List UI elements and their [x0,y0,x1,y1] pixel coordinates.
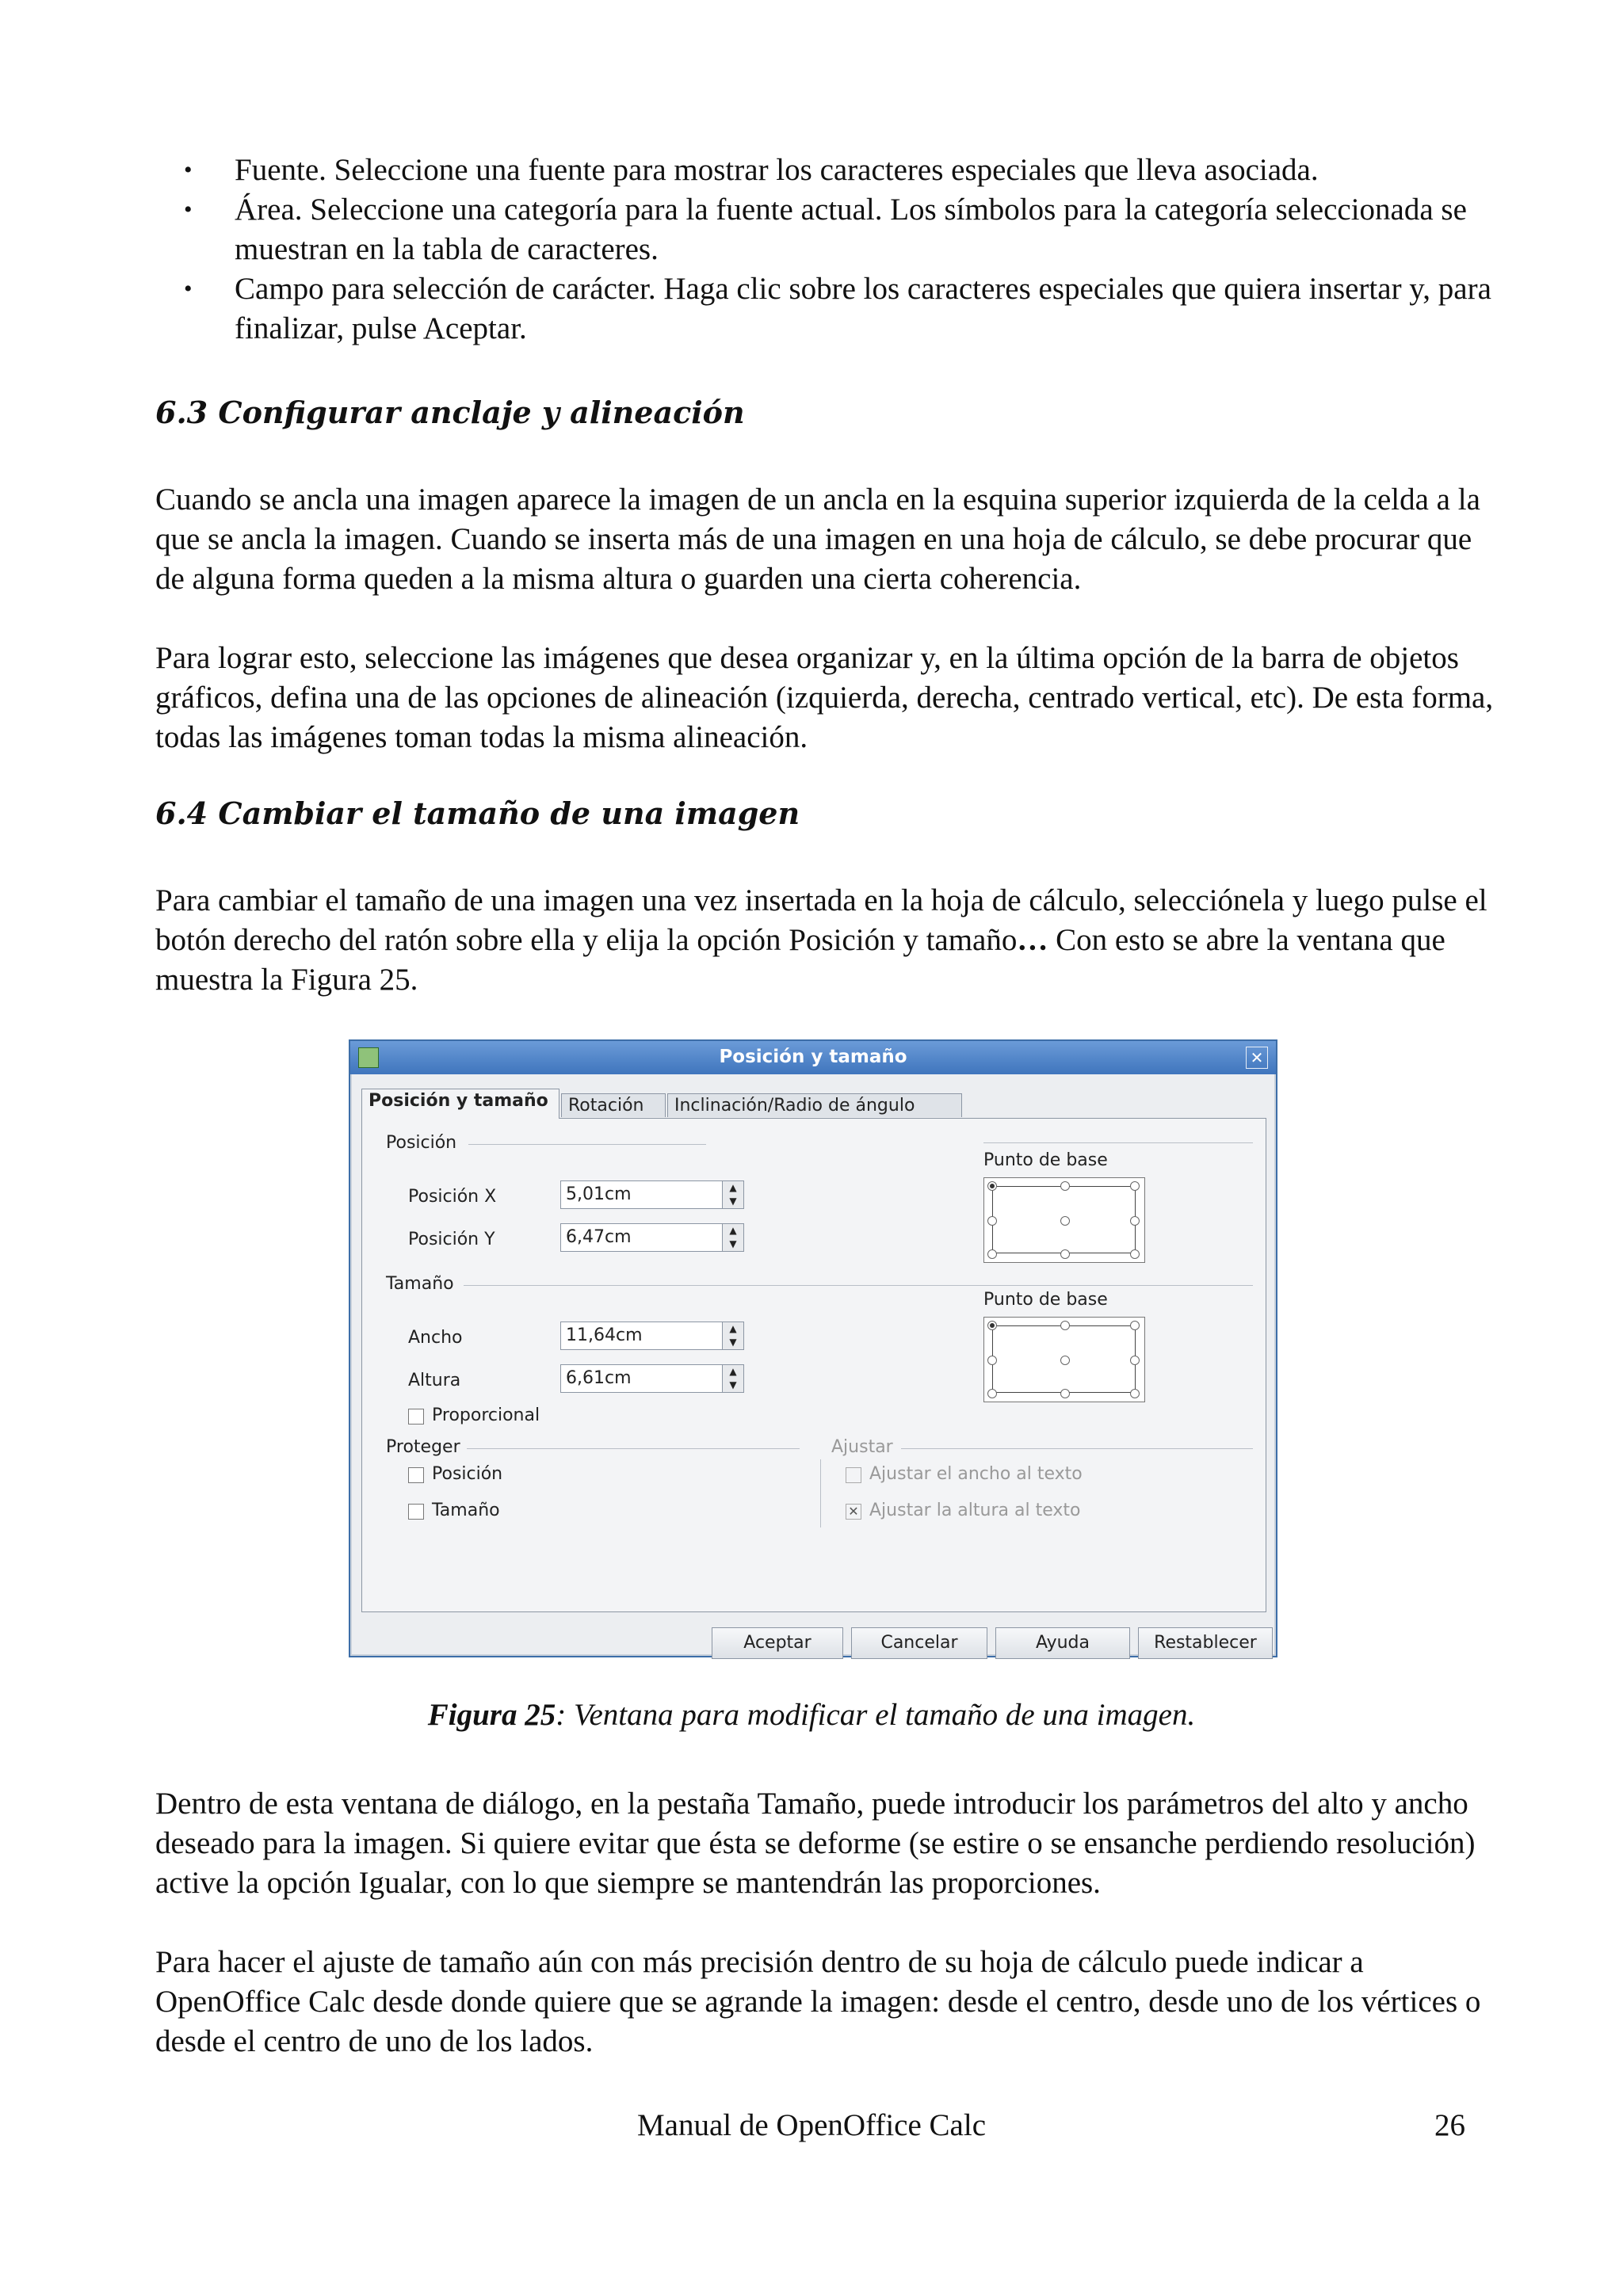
tab-panel [361,1118,1266,1612]
dialog-title: Posición y tamaño [719,1047,907,1067]
base-point-label: Punto de base [983,1290,1108,1310]
ok-button[interactable]: Aceptar [712,1627,843,1659]
bullet-glyph: • [184,276,193,302]
pos-x-label: Posición X [408,1187,497,1207]
bullet-glyph: • [184,157,193,183]
base-point-selector-size[interactable] [983,1317,1145,1402]
dialog-body [352,1074,1274,1654]
divider [901,1448,1253,1449]
dialog-titlebar [350,1041,1276,1074]
width-spinner[interactable]: ▲ ▼ [722,1322,744,1350]
tab-rotation[interactable]: Rotación [561,1093,666,1117]
paragraph: Para hacer el ajuste de tamaño aún con más precisión dentro de su hoja de cálculo puede indicar a OpenOffice Calc desde donde quiere que se agrande la imagen: desde el centro, desde uno de los vértices o desde el centro de uno de los lados. [155,1945,1481,2058]
divider [464,1285,1253,1286]
base-point-label: Punto de base [983,1150,1108,1170]
group-label-protect: Proteger [386,1437,460,1457]
bullet-glyph: • [184,196,193,223]
paragraph: Para cambiar el tamaño de una imagen una vez insertada en la hoja de cálculo, selecciónela y luego pulse el botón derecho del ratón sobre ella y elija la opción Posición y tamaño… Con esto se abre la ventana que muestra la Figura 25. [155,883,1487,997]
height-label: Altura [408,1371,461,1390]
proportional-checkbox[interactable] [408,1409,424,1425]
height-spinner[interactable]: ▲ ▼ [722,1364,744,1393]
protect-position-checkbox[interactable] [408,1467,424,1483]
vertical-separator [820,1459,821,1527]
fit-height-label: Ajustar la altura al texto [869,1501,1081,1520]
list-item: • Área. Seleccione una categoría para la fuente actual. Los símbolos para la categoría seleccionada se muestran en la tabla de caracteres. [155,190,1495,269]
section-heading-6-3: 6.3 Configurar anclaje y alineación [155,395,745,430]
paragraph: Para lograr esto, seleccione las imágenes que desea organizar y, en la última opción de la barra de objetos gráficos, defina una de las opciones de alineación (izquierda, derecha, centrado vertical, etc). De esta forma, todas las imágenes toman todas la misma alineación. [155,641,1494,754]
fit-width-checkbox[interactable] [846,1467,861,1483]
protect-position-label: Posición [432,1464,503,1484]
divider [467,1448,800,1449]
paragraph: Cuando se ancla una imagen aparece la imagen de un ancla en la esquina superior izquierda de la celda a la que se ancla la imagen. Cuando se inserta más de una imagen en una hoja de cálculo, se debe procurar que de alguna forma queden a la misma altura o guarden una cierta coherencia. [155,482,1480,596]
help-button[interactable]: Ayuda [995,1627,1130,1659]
width-label: Ancho [408,1328,463,1348]
figure-caption: Figura 25: Ventana para modificar el tamaño de una imagen. [427,1698,1196,1732]
close-icon[interactable]: ✕ [1246,1047,1268,1069]
pos-x-spinner[interactable]: ▲ ▼ [722,1180,744,1209]
page-number: 26 [1434,2108,1465,2142]
position-size-dialog [349,1039,1277,1657]
protect-size-checkbox[interactable] [408,1504,424,1520]
group-label-size: Tamaño [386,1274,454,1294]
reset-button[interactable]: Restablecer [1138,1627,1273,1659]
bullet-list [155,151,1495,349]
tab-slant-radius[interactable]: Inclinación/Radio de ángulo [667,1093,962,1117]
width-input[interactable]: 11,64cm [560,1322,744,1350]
proportional-label: Proporcional [432,1405,540,1425]
list-item: • Fuente. Seleccione una fuente para mostrar los caracteres especiales que lleva asociada. [155,151,1495,190]
section-heading-6-4: 6.4 Cambiar el tamaño de una imagen [155,795,800,831]
protect-size-label: Tamaño [432,1501,500,1520]
pos-y-label: Posición Y [408,1230,495,1249]
paragraph: Dentro de esta ventana de diálogo, en la pestaña Tamaño, puede introducir los parámetros del alto y ancho deseado para la imagen. Si quiere evitar que ésta se deforme (se estire o se ensanche perdiendo resolución) active la opción Igualar, con lo que siempre se mantendrán las proporciones. [155,1787,1476,1900]
cancel-button[interactable]: Cancelar [851,1627,987,1659]
divider [468,1144,706,1145]
height-input[interactable]: 6,61cm [560,1364,744,1393]
tab-position-size[interactable]: Posición y tamaño [361,1089,559,1119]
list-item: • Campo para selección de carácter. Haga clic sobre los caracteres especiales que quiera insertar y, para finalizar, pulse Aceptar. [155,269,1495,349]
pos-x-input[interactable]: 5,01cm [560,1180,744,1209]
group-label-fit: Ajustar [831,1437,893,1457]
footer-title: Manual de OpenOffice Calc [636,2108,987,2142]
base-point-selector-position[interactable] [983,1177,1145,1263]
group-label-position: Posición [386,1133,457,1153]
divider [983,1142,1253,1143]
pos-y-input[interactable]: 6,47cm [560,1223,744,1252]
pos-y-spinner[interactable]: ▲ ▼ [722,1223,744,1252]
fit-width-label: Ajustar el ancho al texto [869,1464,1083,1484]
fit-height-checkbox[interactable]: ✕ [846,1504,861,1520]
